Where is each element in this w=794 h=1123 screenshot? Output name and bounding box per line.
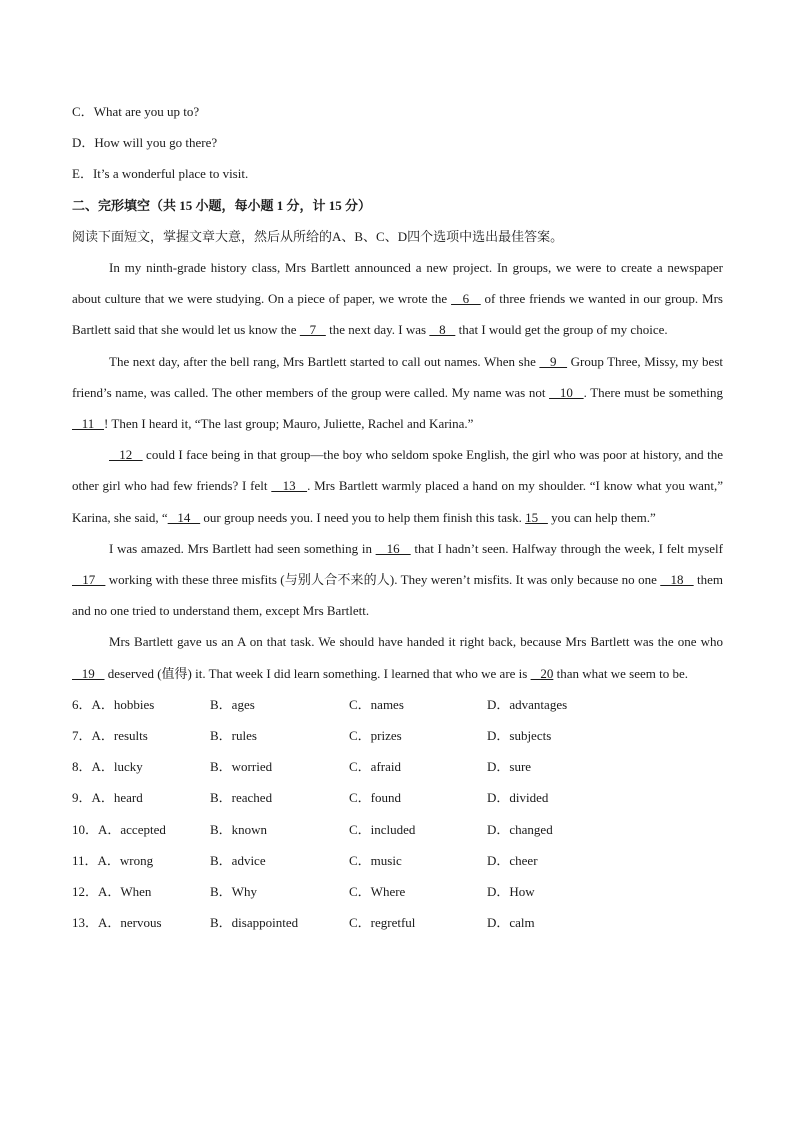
option-letter: D xyxy=(72,135,82,151)
passage-text: I was amazed. Mrs Bartlett had seen something in xyxy=(109,540,376,556)
option-text: changed xyxy=(509,821,553,837)
section-title: 二、完形填空（共 15 小题，每小题 1 分，计 15 分） xyxy=(72,197,372,213)
blank-11: 11 xyxy=(72,416,105,432)
blank-9: 9 xyxy=(539,353,568,369)
passage-text: that I would get the group of my choice. xyxy=(455,322,668,338)
blank-14: 14 xyxy=(167,509,201,525)
option-text: cheer xyxy=(509,852,538,868)
option-a[interactable]: 8．A．lucky xyxy=(72,759,143,775)
option-text: nervous xyxy=(120,915,162,931)
option-text: found xyxy=(370,790,402,806)
passage-text: you can help them.” xyxy=(547,509,656,525)
option-c[interactable]: C．prizes xyxy=(349,728,402,744)
passage-text: our group needs you. I need you to help them finish this task. xyxy=(200,509,526,525)
option-text: afraid xyxy=(370,759,401,775)
blank-10: 10 xyxy=(549,384,584,400)
question-number: 11 xyxy=(72,852,85,868)
option-a[interactable]: 12．A．When xyxy=(72,884,152,900)
option-text: worried xyxy=(231,759,273,775)
passage-text: Group Three, Missy, my best friend’s name, was called. The other members of the group were called. My name was not xyxy=(72,353,724,400)
option-c[interactable]: C．names xyxy=(349,696,404,712)
option-a[interactable]: 13．A．nervous xyxy=(72,915,162,931)
option-d[interactable]: D．advantages xyxy=(487,696,568,712)
question-10 xyxy=(72,814,723,845)
blank-20: 20 xyxy=(530,665,554,681)
option-c[interactable]: C．music xyxy=(349,852,402,868)
passage-text: . Mrs Bartlett warmly placed a hand on my shoulder. “I know what you want,” Karina, she said, “ xyxy=(72,478,723,525)
blank-6: 6 xyxy=(451,291,481,307)
option-text: subjects xyxy=(509,728,552,744)
option-a[interactable]: 9．A．heard xyxy=(72,790,143,806)
passage-paragraph-5 xyxy=(72,626,723,688)
passage-text: . There must be something xyxy=(583,384,724,400)
blank-18: 18 xyxy=(660,572,694,588)
option-b[interactable]: B．worried xyxy=(210,759,273,775)
option-text: How xyxy=(509,884,535,900)
option-d[interactable]: D．changed xyxy=(487,821,553,837)
question-11 xyxy=(72,845,723,876)
option-text: regretful xyxy=(370,915,416,931)
blank-17: 17 xyxy=(72,572,106,588)
blank-8: 8 xyxy=(429,322,456,338)
option-letter: C xyxy=(72,104,81,119)
question-7 xyxy=(72,720,723,751)
option-b[interactable]: B．advice xyxy=(210,852,266,868)
option-a[interactable]: 6．A．hobbies xyxy=(72,696,155,712)
passage-text: that I hadn’t seen. Halfway through the week, I felt myself xyxy=(410,540,723,556)
question-number: 12 xyxy=(72,884,85,900)
option-a[interactable]: 10．A．accepted xyxy=(72,821,166,837)
option-text: accepted xyxy=(120,821,166,837)
exam-page xyxy=(72,96,723,938)
option-text: rules xyxy=(231,728,257,744)
passage-text: of three friends we wanted in our group. Mrs Bartlett said that she would let us know the xyxy=(72,291,723,338)
option-c[interactable]: C．Where xyxy=(349,884,406,900)
question-list xyxy=(72,689,723,939)
option-b[interactable]: B．disappointed xyxy=(210,915,299,931)
passage-text: ! Then I heard it, “The last group; Mauro, Juliette, Rachel and Karina.” xyxy=(104,416,474,432)
option-text: wrong xyxy=(119,852,154,868)
passage-paragraph-3 xyxy=(72,439,723,533)
passage-text: In my ninth-grade history class, Mrs Bartlett announced a new project. In groups, we were to create a newspaper about culture that we were studying. On a piece of paper, we wrote the xyxy=(72,260,723,307)
option-text: ages xyxy=(231,696,255,712)
question-number: 7 xyxy=(72,728,79,744)
option-a[interactable]: 7．A．results xyxy=(72,728,148,744)
option-text: results xyxy=(113,728,148,744)
passage-text: The next day, after the bell rang, Mrs Bartlett started to call out names. When she xyxy=(109,353,540,369)
blank-13: 13 xyxy=(271,478,308,494)
option-d[interactable]: D．How xyxy=(487,884,535,900)
question-13 xyxy=(72,907,723,938)
blank-12: 12 xyxy=(109,447,143,463)
option-text: Where xyxy=(370,884,406,900)
question-6 xyxy=(72,689,723,720)
option-text: lucky xyxy=(113,759,143,775)
option-text: calm xyxy=(509,915,535,931)
question-number: 6 xyxy=(72,696,79,712)
option-c[interactable]: C．afraid xyxy=(349,759,401,775)
option-d[interactable]: D．subjects xyxy=(487,728,552,744)
question-number: 8 xyxy=(72,759,79,775)
option-b[interactable]: B．known xyxy=(210,821,268,837)
option-b[interactable]: B．Why xyxy=(210,884,257,900)
passage-text: them and no one tried to understand them, except Mrs Bartlett. xyxy=(72,572,724,619)
blank-16: 16 xyxy=(375,540,411,556)
option-text: divided xyxy=(509,790,549,806)
option-d[interactable]: D．cheer xyxy=(487,852,538,868)
question-number: 9 xyxy=(72,790,79,806)
option-text: sure xyxy=(509,759,532,775)
passage-text: the next day. I was xyxy=(325,322,430,338)
option-b[interactable]: B．rules xyxy=(210,728,257,744)
passage-text: deserved (值得) it. That week I did learn something. I learned that who we are is xyxy=(104,665,531,681)
option-text: advantages xyxy=(509,696,568,712)
blank-19: 19 xyxy=(72,665,105,681)
option-text: disappointed xyxy=(231,915,299,931)
option-text: advice xyxy=(231,852,266,868)
option-text: It’s a wonderful place to visit. xyxy=(92,166,249,182)
option-d[interactable]: D．calm xyxy=(487,915,535,931)
passage-paragraph-4 xyxy=(72,533,723,627)
option-text: names xyxy=(370,696,404,712)
option-d[interactable]: D．sure xyxy=(487,759,532,775)
option-c: C．What are you up to? xyxy=(72,104,200,119)
blank-15: 15 xyxy=(525,509,548,525)
option-letter: E xyxy=(72,166,80,182)
passage-text: working with these three misfits (与别人合不来的人). They weren’t misfits. It was only because no one xyxy=(105,572,661,588)
option-text: prizes xyxy=(370,728,402,744)
passage-paragraph-1 xyxy=(72,252,723,346)
question-number: 10 xyxy=(72,821,85,837)
question-12 xyxy=(72,876,723,907)
option-e: E．It’s a wonderful place to visit. xyxy=(72,166,249,182)
option-d: D．How will you go there? xyxy=(72,135,218,151)
question-number: 13 xyxy=(72,915,85,931)
question-8 xyxy=(72,751,723,782)
option-text: reached xyxy=(231,790,273,806)
option-text: known xyxy=(231,821,268,837)
option-c[interactable]: C．found xyxy=(349,790,402,806)
passage-text: could I face being in that group—the boy who seldom spoke English, the girl who was poor at history, and the other girl who had few friends? I felt xyxy=(72,447,724,494)
option-text: included xyxy=(370,821,416,837)
option-c[interactable]: C．regretful xyxy=(349,915,416,931)
option-text: hobbies xyxy=(113,696,155,712)
option-a[interactable]: 11．A．wrong xyxy=(72,852,154,868)
option-text: heard xyxy=(113,790,143,806)
passage-paragraph-2 xyxy=(72,346,723,440)
option-text: Why xyxy=(231,884,257,900)
option-b[interactable]: B．reached xyxy=(210,790,273,806)
passage-text: Mrs Bartlett gave us an A on that task. We should have handed it right back, because Mrs Bartlett was the one who xyxy=(109,634,723,650)
blank-7: 7 xyxy=(299,322,326,338)
cloze-passage xyxy=(72,252,723,689)
passage-text: than what we seem to be. xyxy=(553,665,688,681)
previous-options xyxy=(72,96,723,190)
option-text: When xyxy=(120,884,152,900)
option-text: What are you up to? xyxy=(93,104,200,119)
option-d[interactable]: D．divided xyxy=(487,790,549,806)
question-9 xyxy=(72,782,723,813)
option-b[interactable]: B．ages xyxy=(210,696,255,712)
option-text: How will you go there? xyxy=(94,135,218,151)
option-c[interactable]: C．included xyxy=(349,821,416,837)
section-instruction: 阅读下面短文，掌握文章大意，然后从所给的A、B、C、D四个选项中选出最佳答案。 xyxy=(72,228,564,244)
option-text: music xyxy=(370,852,402,868)
